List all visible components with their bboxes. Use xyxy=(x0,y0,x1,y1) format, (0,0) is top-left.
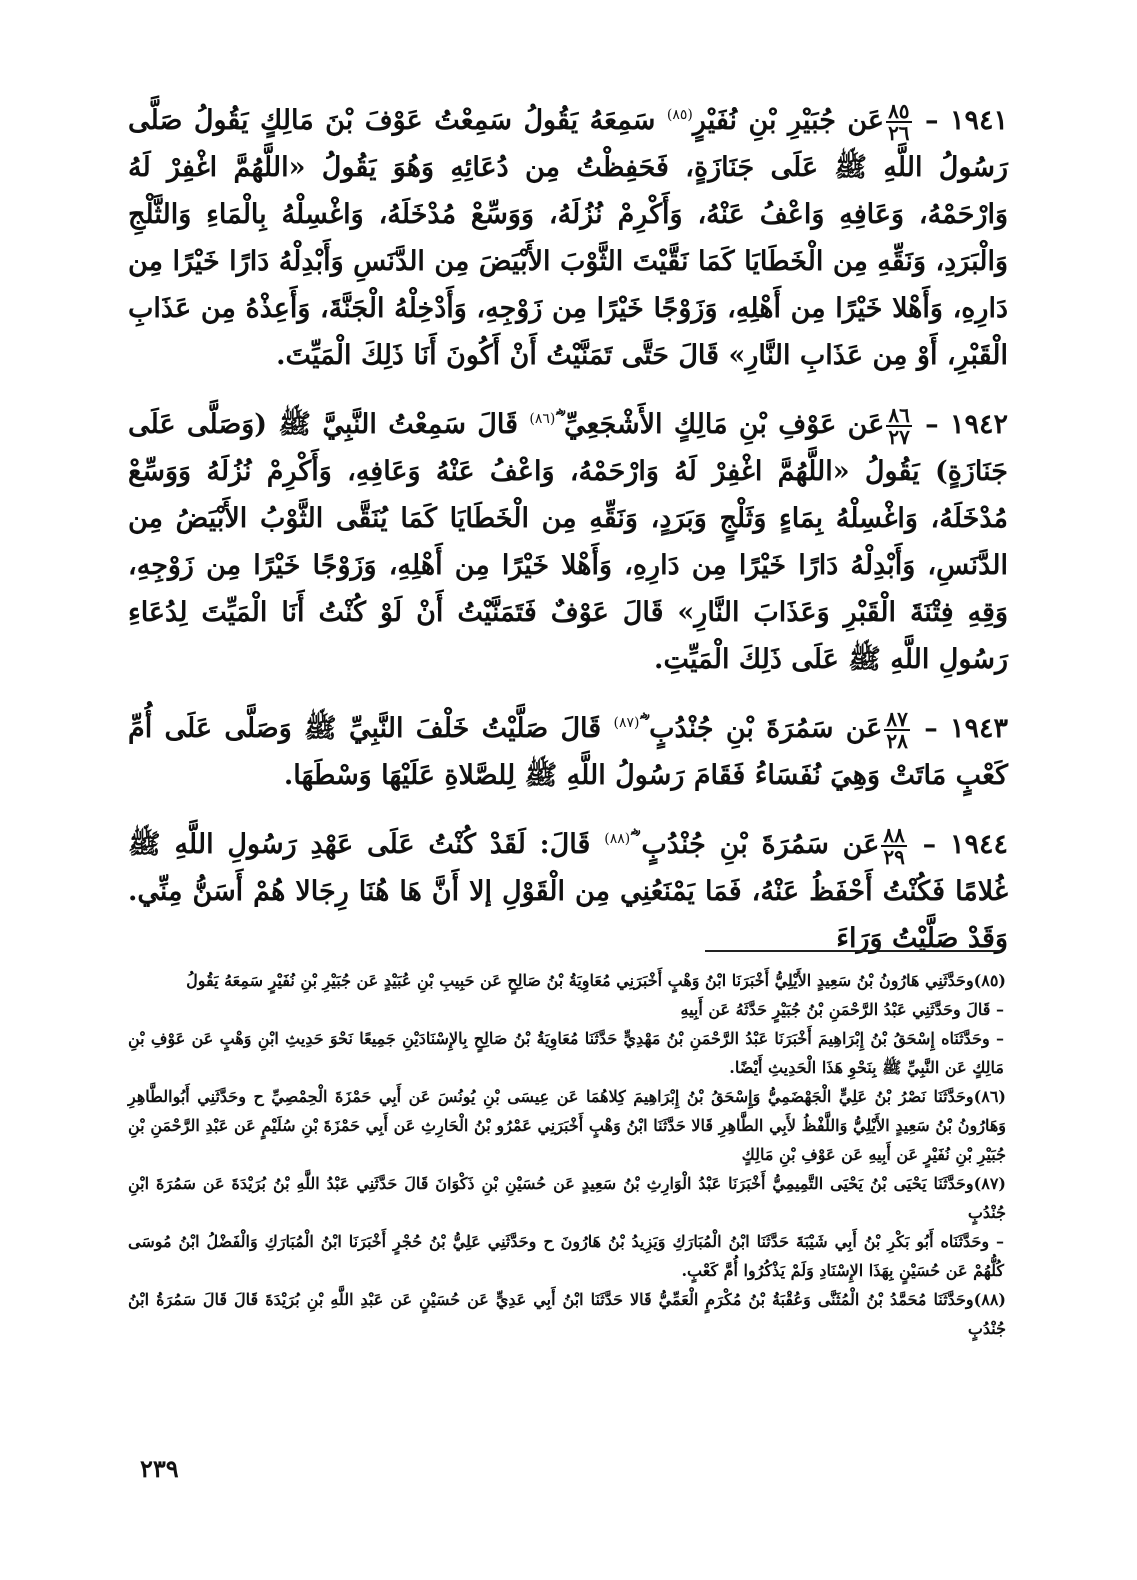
footnote-85: (٨٥)وحَدَّثَنِي هَارُونُ بْنُ سَعِيدٍ الأَيْلِيُّ أَخْبَرَنَا ابْنُ وَهْبٍ أَخْبَرَنِي مُعَاوِيَةُ بْنُ صَالِحٍ عَن حَبِيبِ بْنِ عُبَيْدٍ عَن جُبَيْرِ بْنِ نُفَيْرٍ سَمِعَهُ يَقُولُ xyxy=(186,971,1006,990)
hadith-number: ١٩٤١ xyxy=(949,105,1008,136)
hadith-text-start: عَن سَمُرَةَ بْنِ جُنْدُبٍ ؓ xyxy=(639,713,883,744)
footnote-87-sub-1: – وحَدَّثَنَاه أَبُو بَكْرِ بْنُ أَبِي شَيْبَةَ حَدَّثَنَا ابْنُ الْمُبَارَكِ وَيَزِيدُ بْنُ هَارُونَ ح وحَدَّثَنِي عَلِيُّ بْنُ حُجْرٍ أَخْبَرَنَا ابْنُ الْمُبَارَكِ وَالْفَضْلُ ابْنُ مُوسَى كُلُّهُمْ عَن حُسَيْنٍ بِهَذَا الإِسْنَادِ وَلَمْ يَذْكُرُوا أُمَّ كَعْبٍ. xyxy=(128,1232,1004,1280)
footnote-85-sub-2: – وحَدَّثَنَاه إِسْحَقُ بْنُ إِبْرَاهِيمَ أَخْبَرَنَا عَبْدُ الرَّحْمَنِ بْنُ مَهْدِيٍّ حَدَّثَنَا مُعَاوِيَةُ بْنُ صَالِحٍ بِالإِسْنَادَيْنِ جَمِيعًا نَحْوَ حَدِيثِ ابْنِ وَهْبٍ عَن عَوْفِ بْنِ مَالِكٍ عَن النَّبِيِّ ﷺ بِنَحْوِ هَذَا الْحَدِيثِ أَيْضًا. xyxy=(128,1029,1004,1077)
hadith-text-start: عَن عَوْفِ بْنِ مَالِكٍ الأَشْجَعِيِّ ؓ xyxy=(555,409,885,440)
footnote-85-sub-1: – قَالَ وحَدَّثَنِي عَبْدُ الرَّحْمَنِ بْنُ جُبَيْرٍ حَدَّثَهُ عَن أَبِيهِ xyxy=(680,1000,1004,1019)
hadith-fraction xyxy=(884,706,909,753)
footnotes xyxy=(128,966,1006,1343)
page-number: ٢٣٩ xyxy=(140,1454,179,1483)
hadith-1943: ١٩٤٣ – $\frac{٨٧}{٢٨}$ عَن سَمُرَةَ بْنِ جُنْدُبٍ ؓ$^{(٨٧)}$ قَالَ صَلَّيْتُ خَلْفَ النَّبِيِّ ﷺ وَصَلَّى عَلَى أُمِّ كَعْبٍ مَاتَتْ وَهِيَ نُفَسَاءُ فَقَامَ رَسُولُ اللَّهِ ﷺ لِلصَّلاةِ عَلَيْهَا وَسْطَهَا. xyxy=(128,706,1008,791)
hadith-text: سَمِعَهُ يَقُولُ سَمِعْتُ عَوْفَ بْنَ مَالِكٍ يَقُولُ صَلَّى رَسُولُ اللَّهِ ﷺ عَلَى جَنَازَةٍ، فَحَفِظْتُ مِن دُعَائِهِ وَهُوَ يَقُولُ «اللَّهُمَّ اغْفِرْ لَهُ وَارْحَمْهُ، وَعَافِهِ وَاعْفُ عَنْهُ، وَأَكْرِمْ نُزُلَهُ، وَوَسِّعْ مُدْخَلَهُ، وَاغْسِلْهُ بِالْمَاءِ وَالثَّلْجِ وَالْبَرَدِ، وَنَقِّهِ مِن الْخَطَايَا كَمَا نَقَّيْتَ الثَّوْبَ الأَبْيَضَ مِن الدَّنَسِ وَأَبْدِلْهُ دَارًا خَيْرًا مِن دَارِهِ، وَأَهْلا خَيْرًا مِن أَهْلِهِ، وَزَوْجًا خَيْرًا مِن زَوْجِهِ، وَأَدْخِلْهُ الْجَنَّةَ، وَأَعِذْهُ مِن عَذَابِ الْقَبْرِ، أَوْ مِن عَذَابِ النَّارِ» قَالَ حَتَّى تَمَنَّيْتُ أَنْ أَكُونَ أَنَا ذَلِكَ الْمَيِّتَ. xyxy=(128,105,1008,371)
hadith-text: قَالَ صَلَّيْتُ خَلْفَ النَّبِيِّ ﷺ وَصَلَّى عَلَى أُمِّ كَعْبٍ مَاتَتْ وَهِيَ نُفَسَاءُ فَقَامَ رَسُولُ اللَّهِ ﷺ لِلصَّلاةِ عَلَيْهَا وَسْطَهَا. xyxy=(128,713,1008,791)
hadith-fraction xyxy=(886,402,911,449)
fraction-top: ٨٦ xyxy=(888,402,910,427)
footnote-ref: (٨٦) xyxy=(529,411,556,427)
footnote-87: (٨٧)وحَدَّثَنَا يَحْيَى بْنُ يَحْيَى التَّمِيمِيُّ أَخْبَرَنَا عَبْدُ الْوَارِثِ بْنُ سَعِيدٍ عَن حُسَيْنِ بْنِ ذَكْوَانَ قَالَ حَدَّثَنِي عَبْدُ اللَّهِ بْنُ بُرَيْدَةَ عَن سَمُرَةَ ابْنِ جُنْدُبٍ xyxy=(128,1174,1006,1222)
footnote-ref: (٨٥) xyxy=(666,107,693,123)
footnote-ref: (٨٨) xyxy=(604,831,631,847)
fraction-top: ٨٨ xyxy=(883,822,905,847)
hadith-fraction xyxy=(881,822,906,869)
hadith-number: ١٩٤٤ xyxy=(949,829,1008,860)
hadith-1941: ١٩٤١ – $\frac{٨٥}{٢٦}$ عَن جُبَيْرِ بْنِ نُفَيْرٍ$^{(٨٥)}$ سَمِعَهُ يَقُولُ سَمِعْتُ عَوْفَ بْنَ مَالِكٍ يَقُولُ صَلَّى رَسُولُ اللَّهِ ﷺ عَلَى جَنَازَةٍ، فَحَفِظْتُ مِن دُعَائِهِ وَهُوَ يَقُولُ «اللَّهُمَّ اغْفِرْ لَهُ وَارْحَمْهُ، وَعَافِهِ وَاعْفُ عَنْهُ، وَأَكْرِمْ نُزُلَهُ، وَوَسِّعْ مُدْخَلَهُ، وَاغْسِلْهُ بِالْمَاءِ وَالثَّلْجِ وَالْبَرَدِ، وَنَقِّهِ مِن الْخَطَايَا كَمَا نَقَّيْتَ الثَّوْبَ الأَبْيَضَ مِن الدَّنَسِ وَأَبْدِلْهُ دَارًا خَيْرًا مِن دَارِهِ، وَأَهْلا خَيْرًا مِن أَهْلِهِ، وَزَوْجًا خَيْرًا مِن زَوْجِهِ، وَأَدْخِلْهُ الْجَنَّةَ، وَأَعِذْهُ مِن عَذَابِ الْقَبْرِ، أَوْ مِن عَذَابِ النَّارِ» قَالَ حَتَّى تَمَنَّيْتُ أَنْ أَكُونَ أَنَا ذَلِكَ الْمَيِّتَ. xyxy=(128,98,1008,371)
hadith-text-start: عَن سَمُرَةَ بْنِ جُنْدُبٍ ؓ xyxy=(630,829,880,860)
fraction-bottom: ٢٩ xyxy=(883,844,905,869)
fraction-bottom: ٢٨ xyxy=(886,728,908,753)
hadith-fraction xyxy=(886,98,911,145)
hadith-1944: ١٩٤٤ – $\frac{٨٨}{٢٩}$ عَن سَمُرَةَ بْنِ جُنْدُبٍ ؓ$^{(٨٨)}$ قَالَ: لَقَدْ كُنْتُ عَلَى عَهْدِ رَسُولِ اللَّهِ ﷺ غُلامًا فَكُنْتُ أَحْفَظُ عَنْهُ، فَمَا يَمْنَعُنِي مِن الْقَوْلِ إلا أَنَّ هَا هُنَا رِجَالا هُمْ أَسَنُّ مِنِّي. وَقَدْ صَلَّيْتُ وَرَاءَ xyxy=(128,822,1008,954)
hadith-1942: ١٩٤٢ – $\frac{٨٦}{٢٧}$ عَن عَوْفِ بْنِ مَالِكٍ الأَشْجَعِيِّ ؓ$^{(٨٦)}$ قَالَ سَمِعْتُ النَّبِيَّ ﷺ (وَصَلَّى عَلَى جَنَازَةٍ) يَقُولُ «اللَّهُمَّ اغْفِرْ لَهُ وَارْحَمْهُ، وَاعْفُ عَنْهُ وَعَافِهِ، وَأَكْرِمْ نُزُلَهُ وَوَسِّعْ مُدْخَلَهُ، وَاغْسِلْهُ بِمَاءٍ وَثَلْجٍ وَبَرَدٍ، وَنَقِّهِ مِن الْخَطَايَا كَمَا يُنَقَّى الثَّوْبُ الأَبْيَضُ مِن الدَّنَسِ، وَأَبْدِلْهُ دَارًا خَيْرًا مِن دَارِهِ، وَأَهْلا خَيْرًا مِن أَهْلِهِ، وَزَوْجًا خَيْرًا مِن زَوْجِهِ، وَقِهِ فِتْنَةَ الْقَبْرِ وَعَذَابَ النَّارِ» قَالَ عَوْفٌ فَتَمَنَّيْتُ أَنْ لَوْ كُنْتُ أَنَا الْمَيِّتَ لِدُعَاءِ رَسُولِ اللَّهِ ﷺ عَلَى ذَلِكَ الْمَيِّتِ. xyxy=(128,402,1008,675)
fraction-bottom: ٢٦ xyxy=(888,120,910,145)
fraction-bottom: ٢٧ xyxy=(888,424,910,449)
fraction-top: ٨٧ xyxy=(886,706,908,731)
main-text xyxy=(128,92,1008,979)
footnote-ref: (٨٧) xyxy=(613,715,640,731)
hadith-text-start: عَن جُبَيْرِ بْنِ نُفَيْرٍ xyxy=(692,105,885,136)
hadith-text: قَالَ سَمِعْتُ النَّبِيَّ ﷺ (وَصَلَّى عَلَى جَنَازَةٍ) يَقُولُ «اللَّهُمَّ اغْفِرْ لَهُ وَارْحَمْهُ، وَاعْفُ عَنْهُ وَعَافِهِ، وَأَكْرِمْ نُزُلَهُ وَوَسِّعْ مُدْخَلَهُ، وَاغْسِلْهُ بِمَاءٍ وَثَلْجٍ وَبَرَدٍ، وَنَقِّهِ مِن الْخَطَايَا كَمَا يُنَقَّى الثَّوْبُ الأَبْيَضُ مِن الدَّنَسِ، وَأَبْدِلْهُ دَارًا خَيْرًا مِن دَارِهِ، وَأَهْلا خَيْرًا مِن أَهْلِهِ، وَزَوْجًا خَيْرًا مِن زَوْجِهِ، وَقِهِ فِتْنَةَ الْقَبْرِ وَعَذَابَ النَّارِ» قَالَ عَوْفٌ فَتَمَنَّيْتُ أَنْ لَوْ كُنْتُ أَنَا الْمَيِّتَ لِدُعَاءِ رَسُولِ اللَّهِ ﷺ عَلَى ذَلِكَ الْمَيِّتِ. xyxy=(128,409,1008,675)
footnote-88: (٨٨)وحَدَّثَنَا مُحَمَّدُ بْنُ الْمُثَنَّى وَعُقْبَةُ بْنُ مُكْرَمٍ الْعَمِّيُّ قَالا حَدَّثَنَا ابْنُ أَبِي عَدِيٍّ عَن حُسَيْنٍ عَن عَبْدِ اللَّهِ بْنِ بُرَيْدَةَ قَالَ قَالَ سَمُرَةُ ابْنُ جُنْدُبٍ xyxy=(128,1290,1006,1338)
footnote-divider xyxy=(705,950,1001,952)
hadith-number: ١٩٤٣ xyxy=(949,713,1008,744)
fraction-top: ٨٥ xyxy=(888,98,910,123)
hadith-number: ١٩٤٢ xyxy=(949,409,1008,440)
footnote-86: (٨٦)وحَدَّثَنَا نَصْرُ بْنُ عَلِيٍّ الْجَهْضَمِيُّ وَإِسْحَقُ بْنُ إِبْرَاهِيمَ كِلاهُمَا عَن عِيسَى بْنِ يُونُسَ عَن أَبِي حَمْزَةَ الْحِمْصِيِّ ح وحَدَّثَنِي أَبُوالطَّاهِرِ وَهَارُونُ بْنُ سَعِيدٍ الأَيْلِيُّ وَاللَّفْظُ لأَبِي الطَّاهِرِ قَالا حَدَّثَنَا ابْنُ وَهْبٍ أَخْبَرَنِي عَمْرُو بْنُ الْحَارِثِ عَن أَبِي حَمْزَةَ بْنِ سُلَيْمٍ عَن عَبْدِ الرَّحْمَنِ بْنِ جُبَيْرِ بْنِ نُفَيْرٍ عَن أَبِيهِ عَن عَوْفِ بْنِ مَالِكٍ xyxy=(128,1087,1006,1164)
hadith-text: قَالَ: لَقَدْ كُنْتُ عَلَى عَهْدِ رَسُولِ اللَّهِ ﷺ غُلامًا فَكُنْتُ أَحْفَظُ عَنْهُ، فَمَا يَمْنَعُنِي مِن الْقَوْلِ إلا أَنَّ هَا هُنَا رِجَالا هُمْ أَسَنُّ مِنِّي. وَقَدْ صَلَّيْتُ وَرَاءَ xyxy=(128,829,1008,954)
